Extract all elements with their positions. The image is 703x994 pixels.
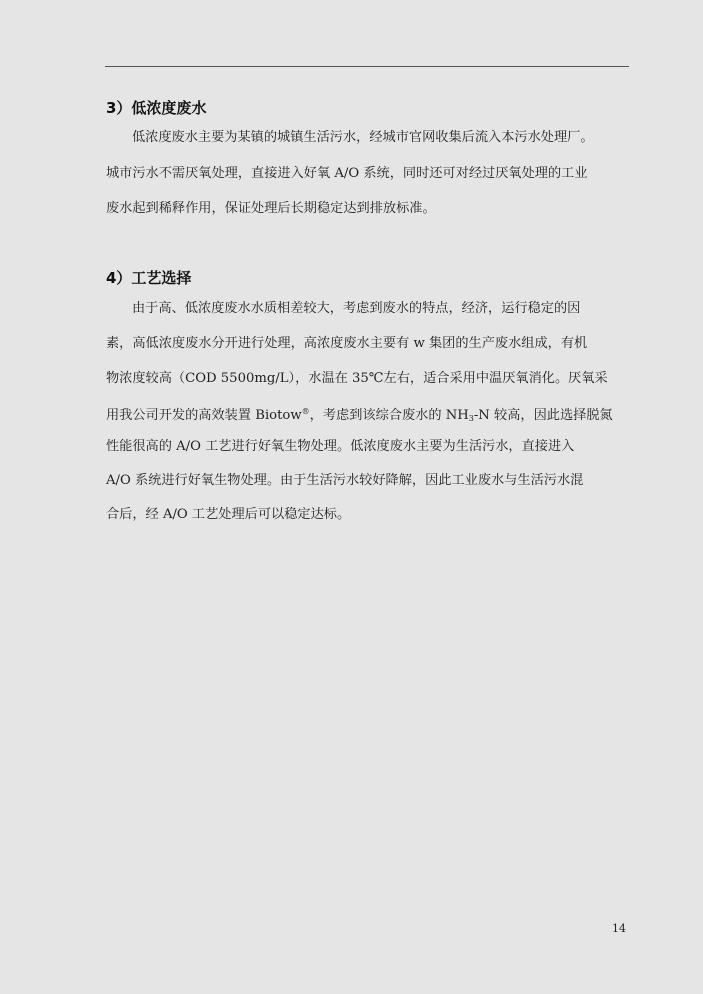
section-4-line-4 (106, 403, 613, 428)
section-3-line-3: 废水起到稀释作用，保证处理后长期稳定达到排放标准。 (106, 201, 436, 216)
subscript-3: 3 (468, 414, 474, 423)
line-4-text-c: -N 较高，因此选择脱氮 (473, 408, 613, 423)
line-4-text-b: ，考虑到该综合废水的 NH (309, 408, 469, 423)
section-3-line-2: 城市污水不需厌氧处理，直接进入好氧 A/O 系统，同时还可对经过厌氧处理的工业 (106, 166, 588, 181)
section-4-heading: 4）工艺选择 (106, 269, 192, 287)
section-4-line-3: 物浓度较高（COD 5500mg/L），水温在 35℃左右，适合采用中温厌氧消化。厌氧采 (106, 371, 608, 386)
section-3-heading: 3）低浓度废水 (106, 99, 207, 117)
section-4-line-7: 合后，经 A/O 工艺处理后可以稳定达标。 (106, 507, 351, 522)
section-4-line-6: A/O 系统进行好氧生物处理。由于生活污水较好降解，因此工业废水与生活污水混 (106, 473, 584, 488)
registered-mark: ® (301, 407, 310, 416)
header-rule (105, 66, 629, 67)
section-3-line-1: 低浓度废水主要为某镇的城镇生活污水，经城市官网收集后流入本污水处理厂。 (132, 130, 594, 145)
section-4-line-2: 素，高低浓度废水分开进行处理，高浓度废水主要有 w 集团的生产废水组成，有机 (106, 336, 588, 351)
section-4-line-5: 性能很高的 A/O 工艺进行好氧生物处理。低浓度废水主要为生活污水，直接进入 (106, 439, 575, 454)
page-number: 14 (612, 922, 626, 935)
section-4-line-1: 由于高、低浓度废水水质相差较大，考虑到废水的特点，经济，运行稳定的因 (132, 301, 581, 316)
line-4-text-a: 用我公司开发的高效装置 Biotow (106, 408, 302, 423)
